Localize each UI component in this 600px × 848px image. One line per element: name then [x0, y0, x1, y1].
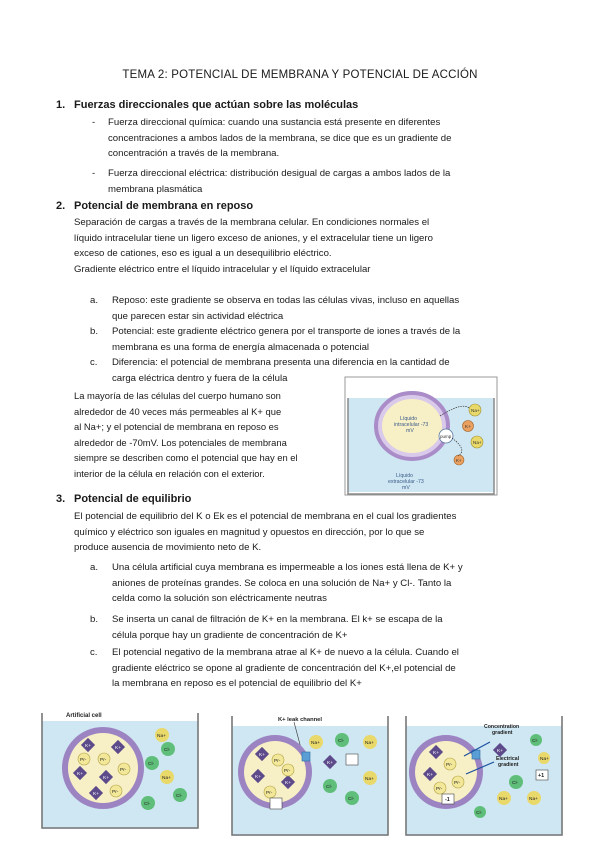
k-label: K+ — [497, 749, 504, 754]
pump-label: pump — [440, 434, 452, 439]
leak-channel-label: K+ leak channel — [278, 717, 322, 723]
pr-label: Pr- — [436, 787, 443, 792]
extracellular-label-2: extracelular -73 — [388, 479, 424, 485]
section-2-paragraph: Separación de cargas a través de la membrana celular. En condiciones normales el líquido intracelular tiene un ligero exceso de aniones, y el extracelular tiene un ligero exceso de cationes, eso es igual a un desequilibrio eléctrico. Gradiente eléctrico entre el líquido intracelular y el líquido extracelular — [74, 217, 433, 275]
k-label: K+ — [77, 772, 84, 777]
item-label: a. — [90, 562, 99, 573]
item-leak-channel: Se inserta un canal de filtración de K+ en la membrana. El k+ se escapa de la célula porque hay un gradiente de concentración de K+ — [112, 614, 443, 641]
cl-label: Cl- — [326, 785, 333, 790]
pr-label: Pr- — [454, 781, 461, 786]
cl-label: Cl- — [348, 797, 355, 802]
pr-label: Pr- — [274, 759, 281, 764]
k-label: K+ — [255, 775, 262, 780]
cl-label: Cl- — [512, 781, 519, 786]
charge-plus-label: +1 — [538, 773, 545, 779]
na-label: Na+ — [540, 757, 549, 762]
k-label: K+ — [115, 746, 122, 751]
extracellular-label-3: mV — [402, 485, 410, 491]
k-label: K+ — [103, 776, 110, 781]
pr-label: Pr- — [112, 790, 119, 795]
elec-gradient-label-1: Electrical — [496, 756, 520, 762]
na-label: Na+ — [162, 776, 171, 781]
item-diferencia: Diferencia: el potencial de membrana presenta una diferencia en la cantidad de carga eléctrica dentro y fuera de la célula — [112, 357, 450, 384]
k-label: K+ — [259, 753, 266, 758]
k-label: K+ — [93, 792, 100, 797]
pr-label: Pr- — [284, 769, 291, 774]
intracellular-label-2: intracelular -73 — [394, 422, 429, 428]
na-label: Na+ — [365, 777, 374, 782]
bullet-dash: - — [92, 117, 96, 128]
cl-label: Cl- — [164, 748, 171, 753]
section-3-heading: 3. Potencial de equilibrio — [56, 493, 192, 505]
na-label: Na+ — [471, 408, 480, 413]
cl-label: Cl- — [338, 739, 345, 744]
na-label: Na+ — [157, 734, 166, 739]
k-label: K+ — [85, 744, 92, 749]
item-equilibrium: El potencial negativo de la membrana atrae al K+ de nuevo a la célula. Cuando el gradiente eléctrico se opone al gradiente de concentración del K+,el potencial de la membrana en reposo es el potencial de equilibrio del K+ — [112, 647, 459, 690]
k-label: K+ — [285, 781, 292, 786]
k-label: K+ — [433, 751, 440, 756]
figure-leak-channel — [230, 712, 390, 838]
na-label: Na+ — [499, 797, 508, 802]
item-label: b. — [90, 614, 99, 625]
section-2-permeability-text: La mayoría de las células del cuerpo humano son alrededor de 40 veces más permeables al K+ que al Na+; y el potencial de membrana en reposo es alrededor de -70mV. Los potenciales de membrana siempre se describen como el potencial que hay en el interior de la célula en relación con el exterior. — [74, 390, 298, 479]
bullet-dash: - — [92, 168, 96, 179]
section-2-heading: 2. Potencial de membrana en reposo — [56, 200, 254, 212]
intracellular-label-3: mV — [406, 428, 414, 434]
intracellular-label-1: Líquido — [400, 416, 418, 422]
figure-artificial-cell — [40, 705, 200, 831]
cl-label: Cl- — [144, 802, 151, 807]
k-label: K+ — [327, 761, 334, 766]
item-label: c. — [90, 647, 98, 658]
conc-gradient-label-2: gradient — [492, 730, 513, 736]
pr-label: Pr- — [80, 758, 87, 763]
k-label: K+ — [427, 773, 434, 778]
item-label: a. — [90, 295, 99, 306]
na-label: Na+ — [529, 797, 538, 802]
pr-label: Pr- — [100, 758, 107, 763]
cl-label: Cl- — [148, 762, 155, 767]
na-label: Na+ — [473, 440, 482, 445]
elec-gradient-label-2: gradient — [498, 762, 519, 768]
item-label: b. — [90, 326, 99, 337]
page-title: TEMA 2: POTENCIAL DE MEMBRANA Y POTENCIAL DE ACCIÓN — [122, 69, 478, 81]
na-label: Na+ — [311, 741, 320, 746]
cl-label: Cl- — [532, 739, 539, 744]
na-label: Na+ — [365, 741, 374, 746]
bullet-electrical-force: Fuerza direccional eléctrica: distribución desigual de cargas a ambos lados de la membrana plasmática — [108, 168, 451, 195]
item-label: c. — [90, 357, 98, 368]
section-3-paragraph: El potencial de equilibrio del K o Ek es el potencial de membrana en el cual los gradientes químico y eléctrico son iguales en magnitud y opuestos en dirección, por lo que se produce ausencia de movimiento neto de K. — [74, 511, 457, 554]
section-1-heading: 1. Fuerzas direccionales que actúan sobre las moléculas — [56, 99, 359, 111]
k-leak-channel — [302, 752, 310, 761]
k-label: K+ — [456, 458, 462, 463]
figure-equilibrium — [404, 712, 564, 838]
item-artificial-cell: Una célula artificial cuya membrana es impermeable a los iones está llena de K+ y aniones de proteínas grandes. Se coloca en una solución de Na+ y Cl-. Tanto la celda como la solución son eléctricamente neutras — [112, 562, 463, 605]
k-label: K+ — [465, 424, 471, 429]
item-potencial: Potencial: este gradiente eléctrico genera por el transporte de iones a través de la membrana es una forma de energía almacenada o potencial — [112, 326, 461, 353]
membrane-potential-figure — [344, 376, 498, 498]
artificial-cell-label: Artificial cell — [66, 713, 102, 719]
cl-label: Cl- — [476, 811, 483, 816]
extracellular-label-1: Líquido — [396, 473, 414, 479]
cl-label: Cl- — [176, 794, 183, 799]
pr-label: Pr- — [446, 763, 453, 768]
pr-label: Pr- — [120, 768, 127, 773]
pr-label: Pr- — [266, 791, 273, 796]
charge-minus-label: -1 — [445, 797, 450, 803]
conc-gradient-label-1: Concentration — [484, 724, 520, 730]
bullet-chemical-force: Fuerza direccional química: cuando una sustancia está presente en diferentes concentraciones a ambos lados de la membrana, se dice que es un gradiente de concentración a través de la membrana. — [108, 117, 452, 160]
item-reposo: Reposo: este gradiente se observa en todas las células vivas, incluso en aquellas que parecen estar sin actividad eléctrica — [112, 295, 460, 322]
